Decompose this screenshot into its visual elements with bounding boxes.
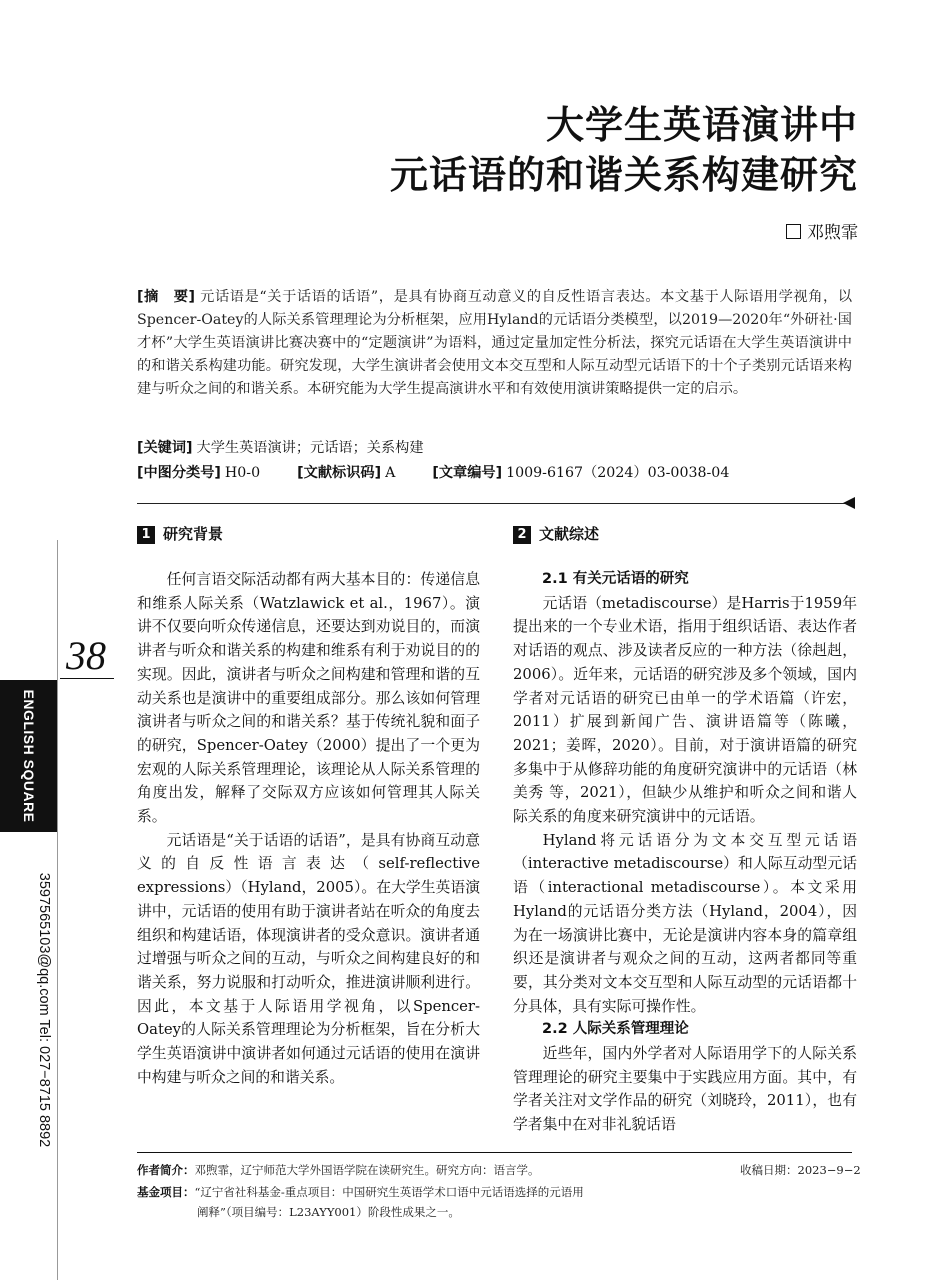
- doc-value: A: [385, 465, 396, 481]
- subsection-2-1-heading: 2.1 有关元话语的研究: [542, 571, 689, 587]
- paragraph: 近些年，国内外学者对人际语用学下的人际关系管理理论的研究主要集中于实践应用方面。其中，有学者关注对文学作品的研究（刘晓玲，2011），也有学者集中在对非礼貌话语: [513, 1045, 857, 1134]
- clc-value: H0-0: [224, 465, 261, 481]
- fund-label: 基金项目：: [137, 1185, 195, 1199]
- section-1-heading: [137, 523, 223, 544]
- divider-rule: [137, 503, 847, 504]
- received-date: 收稿日期：2023−9−2: [740, 1163, 861, 1177]
- footer-rule: [137, 1152, 852, 1153]
- author-name: 邓煦霏: [807, 223, 858, 243]
- section-1-number: 1: [137, 526, 155, 544]
- section-1-title: 研究背景: [163, 525, 224, 543]
- arrow-left-icon: [843, 497, 855, 509]
- keywords-line: [137, 437, 424, 460]
- fund-line-1: “辽宁省社科基金-重点项目：中国研究生英语学术口语中元话语选择的元语用: [194, 1185, 584, 1199]
- subsection-2-2-heading: 2.2 人际关系管理理论: [542, 1021, 689, 1038]
- article-value: 1009-6167（2024）03-0038-04: [506, 465, 730, 481]
- page-number: 38: [66, 633, 106, 678]
- abstract-label: [摘 要]: [137, 289, 196, 305]
- fund-note: [137, 1182, 584, 1202]
- article-label: [文章编号]: [432, 465, 503, 481]
- clc-label: [中图分类号]: [137, 465, 221, 481]
- abstract-text: 元话语是“关于话语的话语”，是具有协商互动意义的自反性语言表达。本文基于人际语用学视角，以Spencer-Oatey的人际关系管理理论为分析框架，应用Hyland的元话语分类模型，以2019—2020年“外研社·国才杯”大学生英语演讲比赛决赛中的“定题演讲”为语料，通过定量加定性分析法，探究元话语在大学生英语演讲中的和谐关系构建功能。研究发现，大学生演讲者会使用文本交互型和人际互动型元话语下的十个子类别元话语来构建与听众之间的和谐关系。本研究能为大学生提高演讲水平和有效使用演讲策略提供一定的启示。: [137, 289, 853, 397]
- classification-line: [137, 462, 729, 485]
- author-note: [137, 1160, 540, 1180]
- title-line-1: 大学生英语演讲中: [545, 102, 858, 147]
- keywords-label: [关键词]: [137, 440, 193, 456]
- section-2-body: [513, 568, 857, 1137]
- paragraph: 任何言语交际活动都有两大基本目的：传递信息和维系人际关系（Watzlawick et al.，1967）。演讲不仅要向听众传递信息，还要达到劝说目的，而演讲者与听众和谐关系的构建和维系有利于劝说目的的实现。因此，演讲者与听众之间构建和管理和谐的互动关系也是演讲中的重要组成部分。那么该如何管理演讲者与听众之间的和谐关系？基于传统礼貌和面子的研究，Spencer-Oatey（2000）提出了一个更为宏观的人际关系管理理论，该理论从人际关系管理的角度出发，解释了交际双方应该如何管理其人际关系。: [137, 571, 480, 826]
- author-note-label: 作者简介：: [137, 1163, 195, 1177]
- section-2-heading: [513, 523, 599, 544]
- article-title: [258, 100, 858, 200]
- section-2-number: 2: [513, 526, 531, 544]
- section-1-body: [137, 568, 480, 1089]
- author-byline: [786, 218, 858, 243]
- page-number-rule: [60, 678, 114, 679]
- fund-line-2: 阐释”（项目编号：L23AYY001）阶段性成果之一。: [197, 1205, 460, 1219]
- keywords-text: 大学生英语演讲；元话语；关系构建: [196, 440, 424, 456]
- contact-info: 3597565103@qq.com Tel: 027−8715 8892: [36, 872, 52, 1148]
- abstract: [137, 286, 852, 401]
- section-2-title: 文献综述: [539, 525, 600, 543]
- doc-label: [文献标识码]: [297, 465, 382, 481]
- paragraph: 元话语是“关于话语的话语”，是具有协商互动意义的自反性语言表达（self-reflective expressions）（Hyland，2005）。在大学生英语演讲中，元话语的使用有助于演讲者站在听众的角度去组织和构建话语，体现演讲者的受众意识。演讲者通过增强与听众之间的互动，与听众之间构建良好的和谐关系，努力说服和打动听众，推进演讲顺利进行。因此，本文基于人际语用学视角，以Spencer-Oatey的人际关系管理理论为分析框架，旨在分析大学生英语演讲中演讲者如何通过元话语的使用在演讲中构建与听众之间的和谐关系。: [137, 831, 480, 1086]
- paragraph: Hyland将元话语分为文本交互型元话语（interactive metadiscourse）和人际互动型元话语（interactional metadiscourse）。本文采用Hyland的元话语分类方法（Hyland，2004），因为在一场演讲比赛中，无论是演讲内容本身的篇章组织还是演讲者与观众之间的互动，这两者都同等重要，其分类对文本交互型和人际互动型的元话语都十分具体，具有实际可操作性。: [513, 831, 857, 1015]
- title-line-2: 元话语的和谐关系构建研究: [389, 152, 858, 197]
- author-note-text: 邓煦霏，辽宁师范大学外国语学院在读研究生。研究方向：语言学。: [194, 1163, 540, 1177]
- margin-rule: [57, 540, 58, 1280]
- paragraph: 元话语（metadiscourse）是Harris于1959年提出来的一个专业术语，指用于组织话语、表达作者对话语的观点、涉及读者反应的一种方法（徐赳赳，2006）。近年来，元话语的研究涉及多个领域，国内学者对元话语的研究已由单一的学术语篇（许宏，2011）扩展到新闻广告、演讲语篇等（陈曦，2021；姜晖，2020）。目前，对于演讲语篇的研究多集中于从修辞功能的角度研究演讲中的元话语（林美秀 等，2021），但缺少从维护和听众之间和谐人际关系的角度来研究演讲中的元话语。: [513, 594, 857, 826]
- square-icon: [786, 224, 801, 239]
- journal-name: ENGLISH SQUARE: [21, 689, 37, 823]
